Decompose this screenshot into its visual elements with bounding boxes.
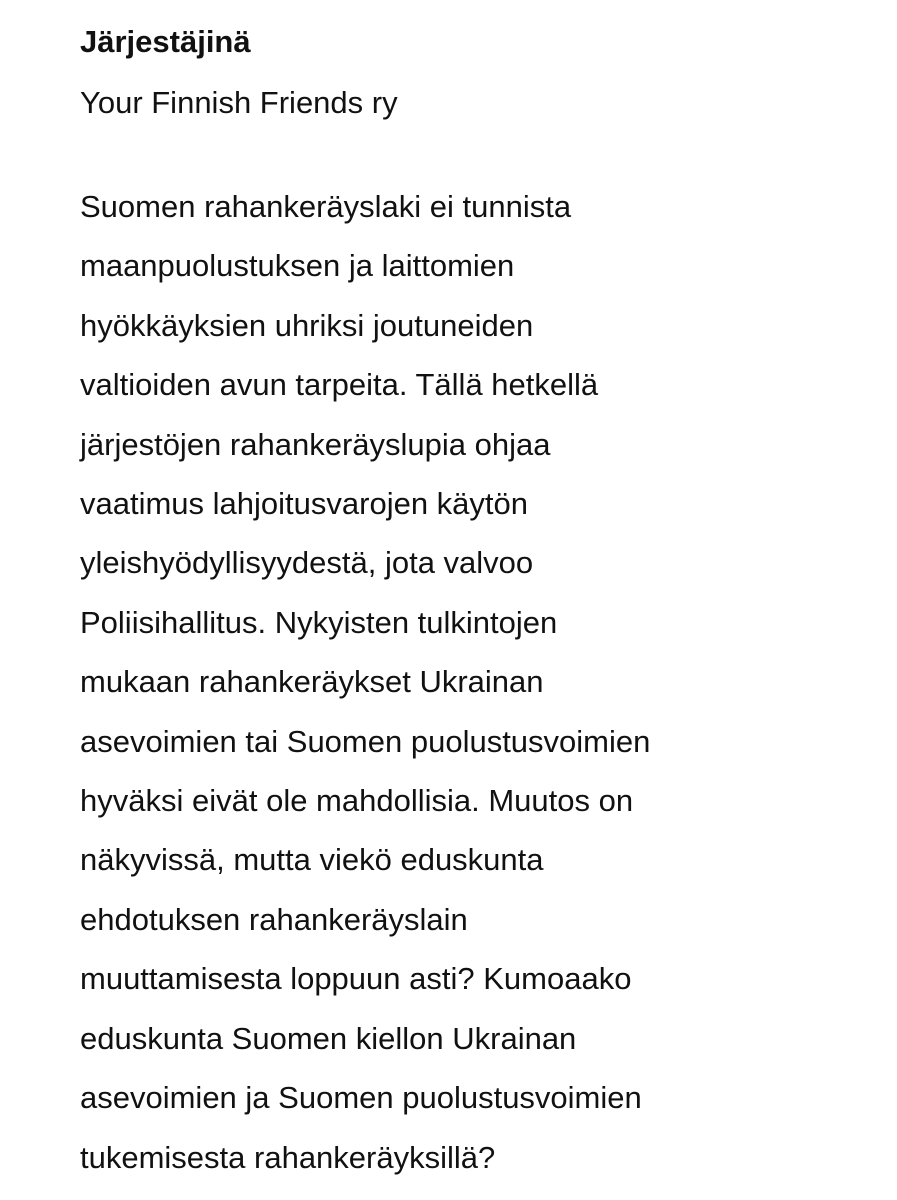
text-line: ehdotuksen rahankeräyslain: [80, 901, 468, 937]
text-line: yleishyödyllisyydestä, jota valvoo: [80, 545, 534, 581]
text-line: hyökkäyksien uhriksi joutuneiden: [80, 307, 534, 343]
text-line: Suomen rahankeräyslaki ei tunnista: [80, 189, 572, 224]
body-paragraph: [80, 177, 650, 1187]
organizer-name: Your Finnish Friends ry: [80, 85, 398, 120]
text-line: tukemisesta rahankeräyksillä?: [80, 1139, 496, 1175]
text-line: järjestöjen rahankeräyslupia ohjaa: [80, 426, 551, 462]
text-line: mukaan rahankeräykset Ukrainan: [80, 664, 544, 700]
text-line: asevoimien ja Suomen puolustusvoimien: [80, 1080, 642, 1116]
text-line: maanpuolustuksen ja laittomien: [80, 248, 515, 284]
section-heading: Järjestäjinä: [80, 24, 251, 59]
text-line: Poliisihallitus. Nykyisten tulkintojen: [80, 604, 558, 640]
text-line: muuttamisesta loppuun asti? Kumoaako: [80, 961, 632, 997]
text-line: valtioiden avun tarpeita. Tällä hetkellä: [80, 367, 599, 403]
text-line: hyväksi eivät ole mahdollisia. Muutos on: [80, 783, 634, 819]
text-line: vaatimus lahjoitusvarojen käytön: [80, 486, 529, 522]
text-line: näkyvissä, mutta viekö eduskunta: [80, 842, 544, 878]
text-line: asevoimien tai Suomen puolustusvoimien: [80, 723, 651, 759]
text-line: eduskunta Suomen kiellon Ukrainan: [80, 1020, 577, 1056]
